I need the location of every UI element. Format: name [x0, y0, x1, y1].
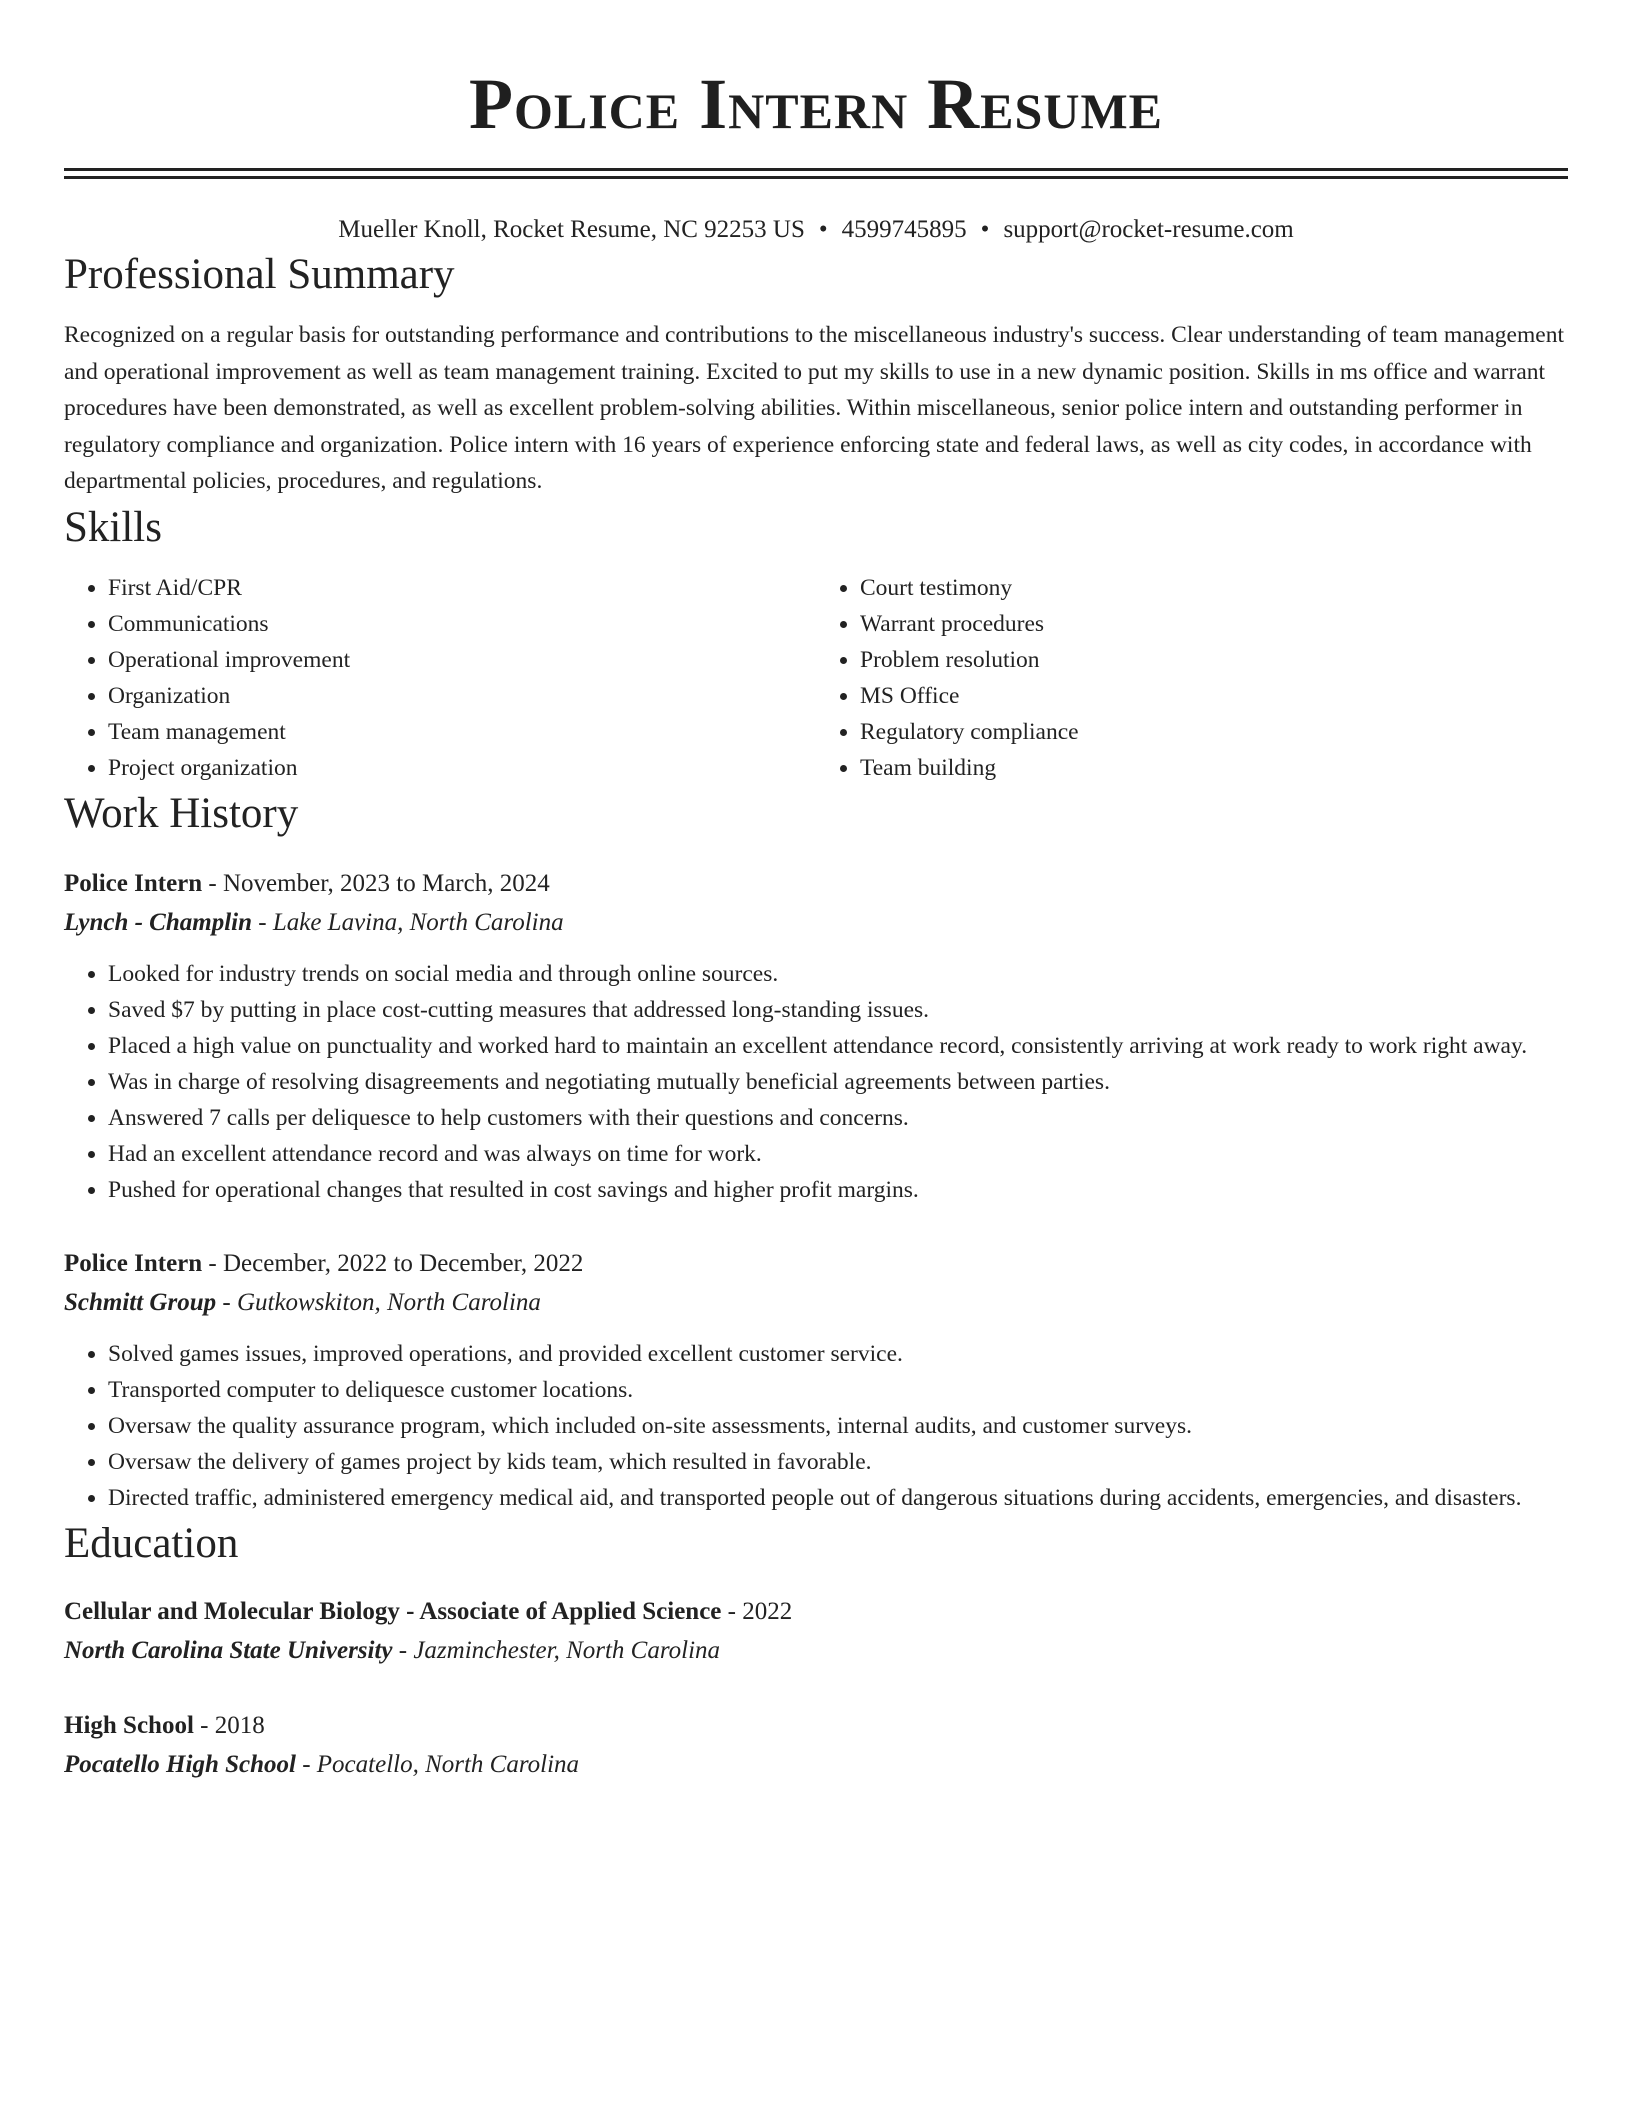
- skill-item: • Communications: [108, 606, 816, 642]
- skill-item: • MS Office: [860, 678, 1568, 714]
- company-location: - Lake Lavina, North Carolina: [252, 908, 564, 936]
- skills-heading: Skills: [64, 503, 162, 551]
- job-bullet: • Solved games issues, improved operations, and provided excellent customer service.: [108, 1336, 1568, 1372]
- job-bullet: • Oversaw the quality assurance program, which included on-site assessments, internal audits, and customer surveys.: [108, 1408, 1568, 1444]
- skill-item: • Warrant procedures: [860, 606, 1568, 642]
- job-bullet: • Pushed for operational changes that resulted in cost savings and higher profit margins.: [108, 1172, 1568, 1208]
- job-entry: [64, 1244, 1568, 1516]
- job-bullet: • Oversaw the delivery of games project by kids team, which resulted in favorable.: [108, 1444, 1568, 1480]
- school-line: [64, 1632, 1568, 1670]
- job-dates: - December, 2022 to December, 2022: [202, 1249, 584, 1277]
- skill-item: • Regulatory compliance: [860, 714, 1568, 750]
- job-title-line: [64, 864, 1568, 904]
- resume-title: Police Intern Resume: [469, 64, 1163, 144]
- company-line: [64, 904, 1568, 942]
- school-name: Pocatello High School: [64, 1750, 296, 1778]
- skill-item: • Project organization: [108, 750, 816, 786]
- summary-heading: Professional Summary: [64, 251, 455, 298]
- degree-name: High School: [64, 1711, 194, 1739]
- education-entry: [64, 1706, 1568, 1784]
- company-name: Lynch - Champlin: [64, 908, 252, 936]
- job-dates: - November, 2023 to March, 2024: [202, 869, 550, 897]
- contact-separator: •: [818, 216, 828, 243]
- contact-email: support@rocket-resume.com: [1003, 216, 1294, 243]
- skill-item: • First Aid/CPR: [108, 570, 816, 606]
- degree-year: - 2022: [721, 1597, 793, 1625]
- school-location: - Jazminchester, North Carolina: [392, 1636, 721, 1664]
- job-bullet: • Saved $7 by putting in place cost-cutting measures that addressed long-standing issues.: [108, 992, 1568, 1028]
- job-bullet: • Transported computer to deliquesce customer locations.: [108, 1372, 1568, 1408]
- company-location: - Gutkowskiton, North Carolina: [216, 1288, 541, 1316]
- skill-item: • Team building: [860, 750, 1568, 786]
- school-name: North Carolina State University: [64, 1636, 393, 1664]
- degree-line: [64, 1706, 1568, 1746]
- school-location: - Pocatello, North Carolina: [295, 1750, 580, 1778]
- skill-item: • Team management: [108, 714, 816, 750]
- contact-separator: •: [980, 216, 990, 243]
- job-bullet: • Looked for industry trends on social media and through online sources.: [108, 956, 1568, 992]
- company-line: [64, 1284, 1568, 1322]
- job-entry: [64, 864, 1568, 1208]
- degree-name: Cellular and Molecular Biology - Associate of Applied Science: [64, 1597, 722, 1625]
- skills-list: [64, 570, 1568, 786]
- title-double-rule: [64, 168, 1568, 179]
- job-title: Police Intern: [64, 1249, 203, 1277]
- skill-item: • Problem resolution: [860, 642, 1568, 678]
- job-bullet: • Answered 7 calls per deliquesce to help customers with their questions and concerns.: [108, 1100, 1568, 1136]
- job-title-line: [64, 1244, 1568, 1284]
- summary-text: Recognized on a regular basis for outstanding performance and contributions to the miscellaneous industry's success. Clear understanding of team management and operational improvement as well as team management training. Excited to put my skills to use in a new dynamic position. Skills in ms office and warrant procedures have been demonstrated, as well as excellent problem-solving abilities. Within miscellaneous, senior police intern and outstanding performer in regulatory compliance and organization. Police intern with 16 years of experience enforcing state and federal laws, as well as city codes, in accordance with departmental policies, procedures, and regulations.: [64, 322, 1564, 494]
- company-name: Schmitt Group: [64, 1288, 217, 1316]
- job-bullets: [64, 1336, 1568, 1516]
- contact-address: Mueller Knoll, Rocket Resume, NC 92253 US: [338, 216, 805, 243]
- contact-line: [64, 213, 1568, 247]
- skills-column-right: [816, 570, 1568, 786]
- education-heading: Education: [64, 1519, 239, 1567]
- work-history-heading: Work History: [64, 789, 299, 837]
- school-line: [64, 1746, 1568, 1784]
- skill-item: • Organization: [108, 678, 816, 714]
- skills-column-left: [64, 570, 816, 786]
- education-entry: [64, 1592, 1568, 1670]
- job-title: Police Intern: [64, 869, 203, 897]
- degree-line: [64, 1592, 1568, 1632]
- skill-item: • Operational improvement: [108, 642, 816, 678]
- job-bullet: • Was in charge of resolving disagreements and negotiating mutually beneficial agreements between parties.: [108, 1064, 1568, 1100]
- job-bullet: • Placed a high value on punctuality and worked hard to maintain an excellent attendance record, consistently arriving at work ready to work right away.: [108, 1028, 1568, 1064]
- skill-item: • Court testimony: [860, 570, 1568, 606]
- contact-phone: 4599745895: [841, 216, 967, 243]
- job-bullet: • Directed traffic, administered emergency medical aid, and transported people out of dangerous situations during accidents, emergencies, and disasters.: [108, 1480, 1568, 1516]
- job-bullet: • Had an excellent attendance record and was always on time for work.: [108, 1136, 1568, 1172]
- job-bullets: [64, 956, 1568, 1208]
- degree-year: - 2018: [193, 1711, 265, 1739]
